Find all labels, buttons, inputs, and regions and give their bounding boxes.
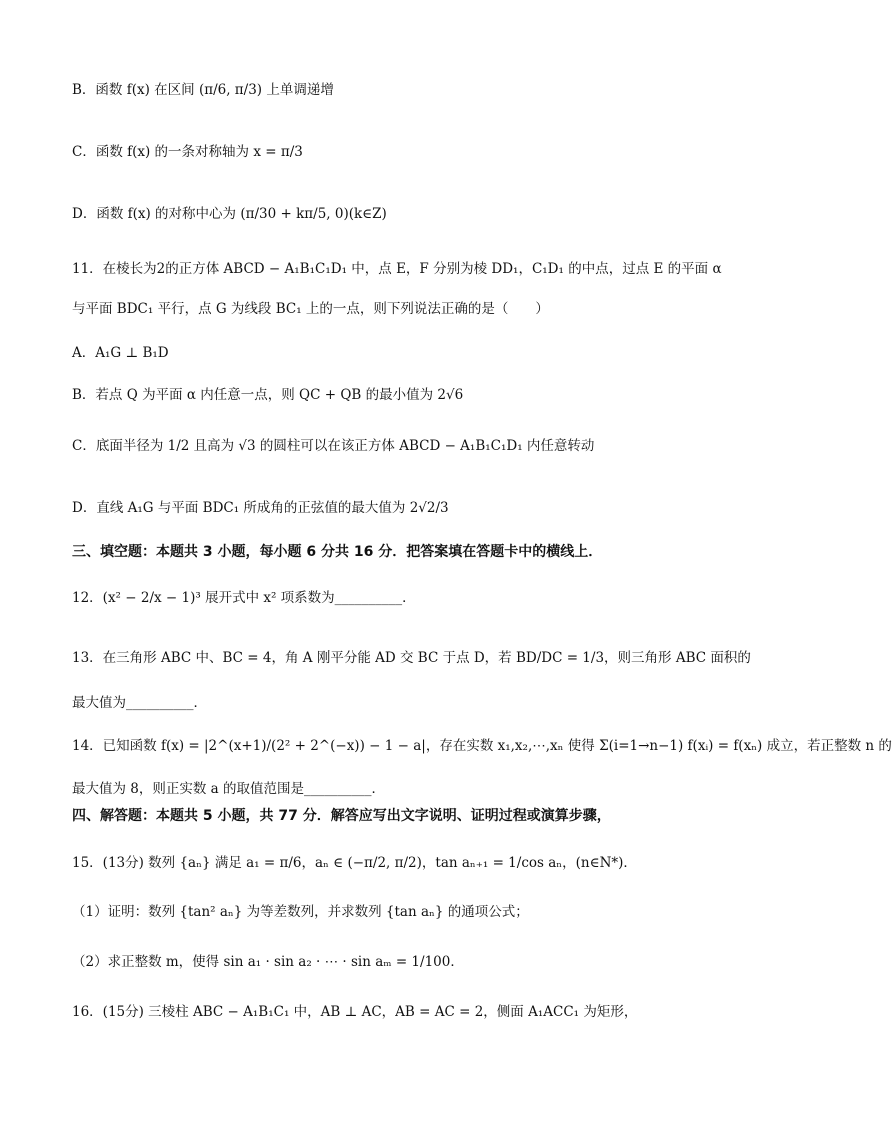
question-11-line2: 与平面 BDC₁ 平行，点 G 为线段 BC₁ 上的一点，则下列说法正确的是（ ） [72,301,549,317]
question-14-line1: 14．已知函数 f(x) = |2^(x+1)/(2² + 2^(−x)) − 1 − a|，存在实数 x₁,x₂,⋯,xₙ 使得 Σ(i=1→n−1) f(xᵢ) = f(xₙ) 成立，若正整数 n 的 [72,738,892,754]
section-4-heading: 四、解答题：本题共 5 小题，共 77 分．解答应写出文字说明、证明过程或演算步骤， [72,808,611,824]
option-c-q11: C．底面半径为 1/2 且高为 √3 的圆柱可以在该正方体 ABCD − A₁B₁C₁D₁ 内任意转动 [72,438,595,454]
question-14-line2: 最大值为 8，则正实数 a 的取值范围是__________． [72,781,386,797]
option-c-q10: C．函数 f(x) 的一条对称轴为 x = π/3 [72,144,303,160]
question-11-line1: 11．在棱长为2的正方体 ABCD − A₁B₁C₁D₁ 中，点 E，F 分别为棱 DD₁，C₁D₁ 的中点，过点 E 的平面 α [72,261,722,277]
question-16: 16．(15分) 三棱柱 ABC − A₁B₁C₁ 中，AB ⊥ AC，AB = AC = 2，侧面 A₁ACC₁ 为矩形， [72,1004,638,1020]
question-15-part1: （1）证明：数列 {tan² aₙ} 为等差数列，并求数列 {tan aₙ} 的通项公式； [72,904,529,920]
section-3-heading: 三、填空题：本题共 3 小题，每小题 6 分共 16 分．把答案填在答题卡中的横线上． [72,544,603,560]
option-b-q10: B．函数 f(x) 在区间 (π/6, π/3) 上单调递增 [72,82,334,98]
question-13-line1: 13．在三角形 ABC 中、BC = 4，角 A 刚平分能 AD 交 BC 于点 D，若 BD/DC = 1/3，则三角形 ABC 面积的 [72,650,751,666]
option-d-q10: D．函数 f(x) 的对称中心为 (π/30 + kπ/5, 0)(k∈Z) [72,206,387,222]
question-12: 12．(x² − 2/x − 1)³ 展开式中 x² 项系数为__________． [72,590,416,606]
question-15: 15．(13分) 数列 {aₙ} 满足 a₁ = π/6，aₙ ∈ (−π/2, π/2)，tan aₙ₊₁ = 1/cos aₙ，(n∈N*)． [72,855,637,871]
option-b-q11: B．若点 Q 为平面 α 内任意一点，则 QC + QB 的最小值为 2√6 [72,387,464,403]
option-a-q11: A．A₁G ⊥ B₁D [72,345,169,361]
option-d-q11: D．直线 A₁G 与平面 BDC₁ 所成角的正弦值的最大值为 2√2/3 [72,500,449,516]
question-15-part2: （2）求正整数 m，使得 sin a₁ · sin a₂ · ⋯ · sin aₘ = 1/100． [72,954,464,970]
question-13-line2: 最大值为__________． [72,695,207,711]
